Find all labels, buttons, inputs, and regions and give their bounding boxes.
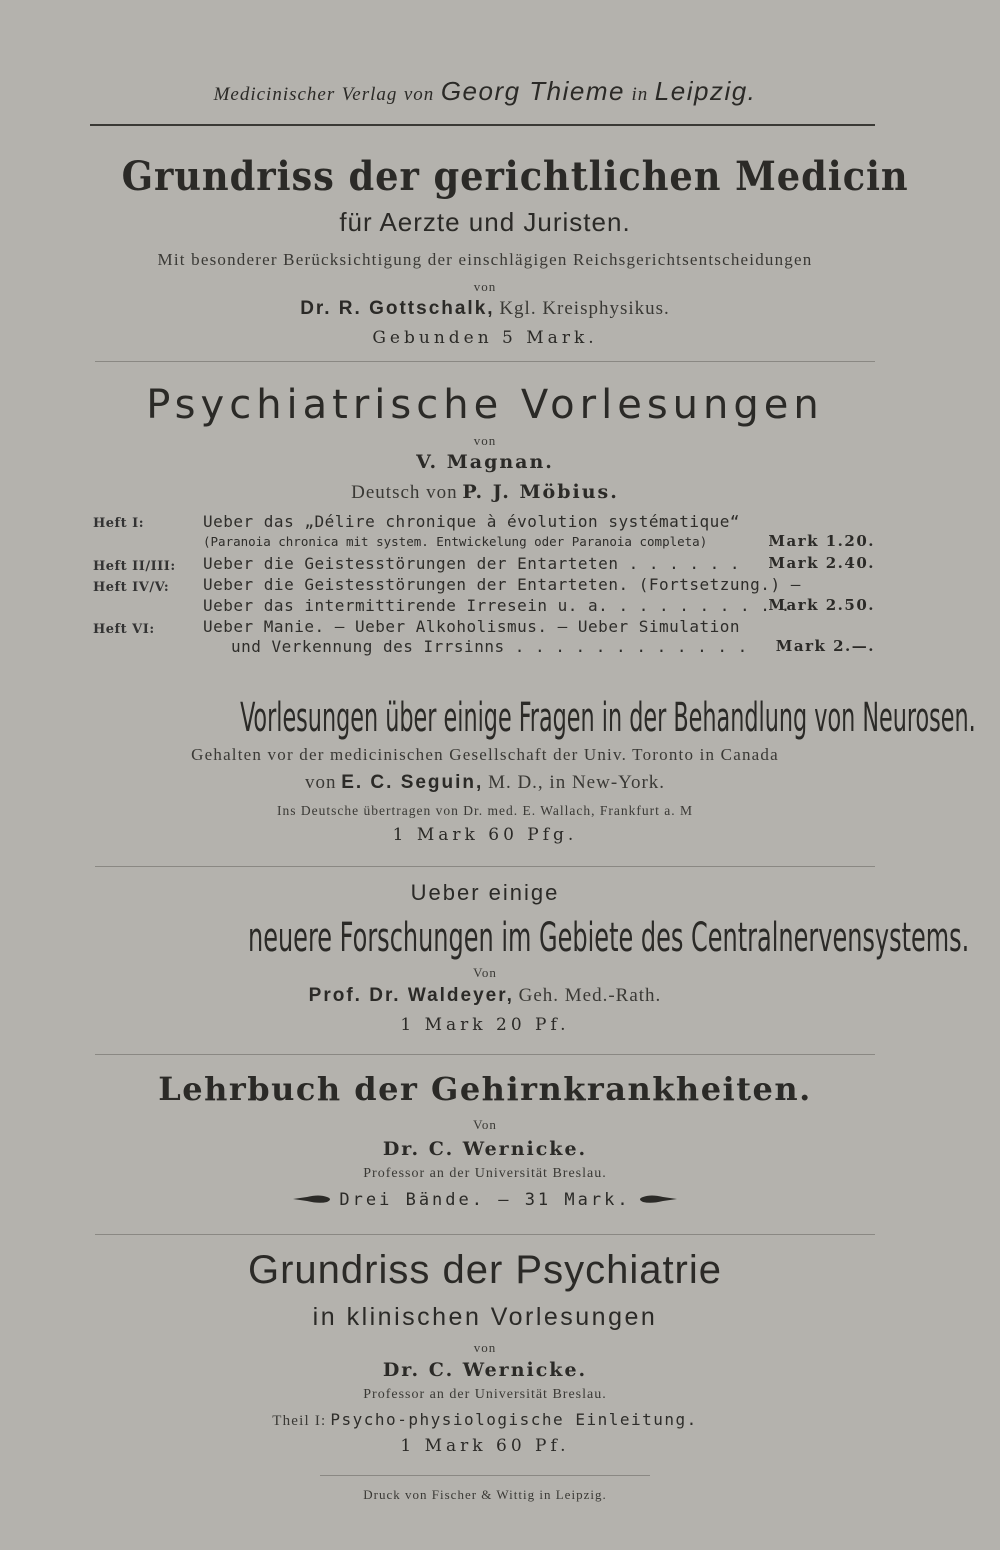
book3-price: 1 Mark 60 Pfg.	[392, 825, 578, 845]
heft1-price: Mark 1.20.	[768, 532, 875, 550]
book3-von: von	[304, 772, 337, 793]
divider-2	[95, 866, 875, 867]
book4-pre: Ueber einige	[410, 880, 560, 905]
heft3-price: Mark 2.50.	[768, 596, 875, 614]
book2-translator-line	[90, 481, 880, 504]
book4-author-line	[90, 985, 880, 1007]
book1-subtitle: für Aerzte und Juristen.	[339, 207, 631, 237]
book6-author: Dr. C. Wernicke.	[382, 1359, 588, 1381]
book3-author-rest: M. D., in New-York.	[488, 772, 666, 793]
book2-translation-prefix: Deutsch von	[351, 482, 458, 503]
book6-price: 1 Mark 60 Pf.	[400, 1436, 570, 1456]
book1-title: Grundriss der gerichtlichen Medicin	[121, 153, 909, 200]
book1-price: Gebunden 5 Mark.	[372, 328, 598, 348]
book2-author: V. Magnan.	[416, 451, 554, 473]
footer-rule	[320, 1475, 650, 1476]
heft1-label: Heft I:	[93, 516, 145, 531]
pointing-hand-left-icon	[291, 1191, 335, 1212]
divider-4	[95, 1234, 875, 1235]
header-in: in	[631, 84, 649, 105]
book1-von: von	[473, 279, 497, 294]
book3-author-line	[90, 772, 880, 794]
heft1-line2: (Paranoia chronica mit system. Entwickelung oder Paranoia completa)	[203, 534, 708, 549]
book4-author-rest: Geh. Med.-Rath.	[518, 985, 662, 1006]
heft3-label: Heft IV/V:	[93, 580, 170, 595]
heft1-line1: Ueber das „Délire chronique à évolution systématique“	[203, 512, 741, 531]
header-von: von	[403, 84, 435, 105]
book2-von: von	[473, 433, 497, 448]
header-verlag: Verlag	[341, 84, 398, 105]
book4-title: neuere Forschungen im Gebiete des Centralnervensystems.	[247, 915, 970, 961]
book2-translator: P. J. Möbius.	[462, 481, 619, 503]
book6-part-title: Psycho-physiologische Einleitung.	[330, 1410, 698, 1429]
divider-1	[95, 361, 875, 362]
heft3-line1: Ueber die Geistesstörungen der Entarteten. (Fortsetzung.) —	[203, 575, 801, 594]
book3-note: Gehalten vor der medicinischen Gesellschaft der Univ. Toronto in Canada	[191, 745, 779, 764]
heft3-line2: Ueber das intermittirende Irresein u. a. . . . . . . . . .	[203, 596, 791, 615]
heft4-label: Heft VI:	[93, 622, 155, 637]
book2-author-line	[90, 451, 880, 474]
book6-author-line	[90, 1359, 880, 1382]
header-rule	[90, 124, 875, 126]
heft4-line1: Ueber Manie. — Ueber Alkoholismus. — Ueber Simulation	[203, 617, 741, 636]
book5-title: Lehrbuch der Gehirnkrankheiten.	[158, 1070, 812, 1108]
book5-author-line	[90, 1138, 880, 1161]
book3-author: E. C. Seguin,	[341, 772, 484, 793]
book6-part-line	[90, 1410, 880, 1430]
heft2-line1: Ueber die Geistesstörungen der Entarteten . . . . . .	[203, 554, 741, 573]
heft2-price: Mark 2.40.	[768, 554, 875, 572]
book5-author: Dr. C. Wernicke.	[382, 1138, 588, 1160]
book4-price: 1 Mark 20 Pf.	[400, 1015, 570, 1035]
divider-3	[95, 1054, 875, 1055]
book6-part-label: Theil I:	[272, 1413, 327, 1429]
book1-author-line	[90, 298, 880, 320]
printer-footer: Druck von Fischer & Wittig in Leipzig.	[363, 1487, 607, 1502]
heft4-price: Mark 2.—.	[775, 637, 875, 655]
book6-subtitle: in klinischen Vorlesungen	[312, 1303, 658, 1331]
book5-von: Von	[473, 1117, 497, 1132]
book1-author-rest: Kgl. Kreisphysikus.	[499, 298, 670, 319]
book2-title: Psychiatrische Vorlesungen	[146, 382, 824, 428]
book4-author: Prof. Dr. Waldeyer,	[308, 985, 514, 1006]
book1-author: Dr. R. Gottschalk,	[300, 298, 495, 319]
publisher-city: Leipzig.	[654, 76, 757, 106]
publisher-header	[90, 76, 880, 107]
book4-von: Von	[473, 965, 497, 980]
heft4-line2: und Verkennung des Irrsinns . . . . . . . . . . . .	[231, 637, 748, 656]
publisher-name: Georg Thieme	[440, 76, 625, 106]
header-prefix: Medicinischer	[213, 84, 336, 105]
book6-affiliation: Professor an der Universität Breslau.	[363, 1387, 607, 1402]
book6-title: Grundriss der Psychiatrie	[247, 1248, 723, 1292]
book6-von: von	[473, 1340, 497, 1355]
book1-note: Mit besonderer Berücksichtigung der einschlägigen Reichsgerichtsentscheidungen	[157, 250, 813, 269]
book3-title: Vorlesungen über einige Fragen in der Behandlung von Neurosen.	[240, 695, 976, 741]
book5-affiliation: Professor an der Universität Breslau.	[363, 1166, 607, 1181]
heft2-label: Heft II/III:	[93, 559, 176, 574]
book5-price: Drei Bände. — 31 Mark.	[339, 1190, 631, 1210]
book3-translation: Ins Deutsche übertragen von Dr. med. E. Wallach, Frankfurt a. M	[277, 803, 693, 818]
pointing-hand-right-icon	[635, 1191, 679, 1212]
book5-price-line	[90, 1190, 880, 1212]
